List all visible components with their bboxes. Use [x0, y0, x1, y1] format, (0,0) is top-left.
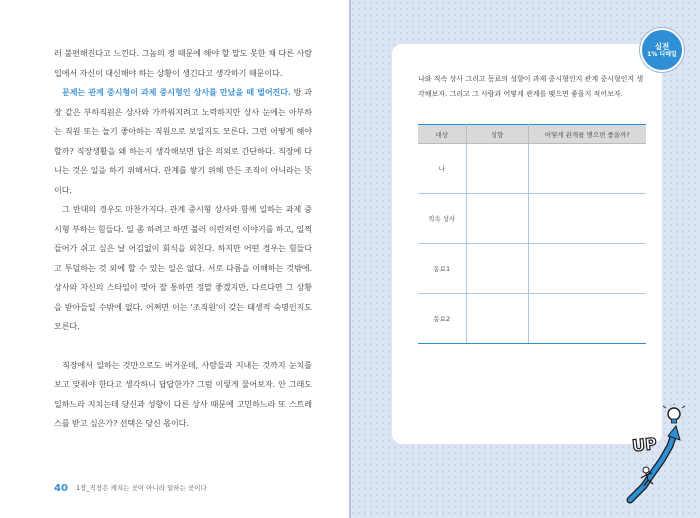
paragraph-2 — [54, 83, 312, 200]
approach-cell[interactable] — [528, 194, 646, 244]
table-row — [418, 244, 646, 294]
approach-cell[interactable] — [528, 244, 646, 294]
row-subject: 동료1 — [418, 244, 466, 294]
header-subject: 대상 — [418, 125, 466, 144]
approach-cell[interactable] — [528, 144, 646, 194]
paragraph-4: 직장에서 일하는 것만으로도 버거운데, 사람들과 지내는 것까지 눈치를 보고 맞춰야 한다고 생각하니 답답한가? 그럼 이렇게 물어보자. 안 그래도 일하느라 지치는데 당신과 성향이 다른 상사 때문에 고민하느라 또 스트레스를 받고 싶은가? 선택은 당신 몫이다. — [54, 359, 312, 428]
body-text — [54, 44, 312, 434]
highlight-sentence: 문제는 관계 중시형이 과제 중시형인 상사를 만났을 때 벌어진다. — [62, 87, 291, 97]
up-label: UP — [631, 433, 658, 456]
worksheet-instruction: 나와 직속 상사 그리고 동료의 성향이 과제 중시형인지 관계 중시형인지 생각해보자. 그리고 그 사람과 어떻게 관계를 맺으면 좋을지 적어보자. — [418, 75, 644, 98]
approach-cell[interactable] — [528, 294, 646, 344]
page-footer — [54, 483, 207, 494]
badge-line-2: 1% 디테일 — [647, 50, 677, 58]
badge-line-1: 실전 — [654, 41, 670, 51]
paragraph-2-rest: 방 과장 같은 부하직원은 상사와 가까워지려고 노력하지만 상사 눈에는 아부하는 직원 또는 놀기 좋아하는 직원으로 보일지도 모른다. 그런 어떻게 해야 할까? 직장생활을 왜 하는지 생각해보면 답은 의외로 간단하다. 직장에 다니는 것은 일을 하기 위해서다. 관계를 쌓기 위해 만든 조직이 아니라는 뜻이다. — [54, 87, 312, 195]
lightbulb-icon — [663, 404, 685, 423]
up-arrow-illustration — [626, 404, 692, 504]
tendency-cell[interactable] — [466, 244, 528, 294]
header-approach: 어떻게 관계를 맺으면 좋을까? — [528, 125, 646, 144]
row-subject: 나 — [418, 144, 466, 194]
paragraph-3: 그 반대의 경우도 마찬가지다. 관계 중시형 상사와 함께 일하는 과제 중시형 부하는 힘들다. 일 좀 하려고 하면 불러 이런저런 이야기를 하고, 일찍 들어가 쉬고 싶은 날 어김없이 회식을 외친다. 하지만 어떤 경우는 힘들다고 투덜하는 것 외에 할 수 있는 일은 없다. 서로 다름을 이해하는 것밖에. 상사와 자신의 스타일이 맞아 잘 통하면 정말 좋겠지만, 다르다면 그 상황을 받아들일 수밖에 없다. 어쩌면 이는 '조직원'이 갖는 태생적 숙명인지도 모른다. — [54, 204, 312, 331]
row-subject: 동료2 — [418, 294, 466, 344]
tendency-cell[interactable] — [466, 294, 528, 344]
table-row — [418, 294, 646, 344]
book-spine — [349, 0, 351, 518]
worksheet-table — [418, 124, 646, 344]
table-header-row — [418, 125, 646, 144]
chapter-title: 1장_직장은 캐치는 곳이 아니라 일하는 곳이다 — [76, 484, 207, 492]
row-subject: 직속 상사 — [418, 194, 466, 244]
tendency-cell[interactable] — [466, 194, 528, 244]
header-tendency: 성향 — [466, 125, 528, 144]
tendency-cell[interactable] — [466, 144, 528, 194]
table-row — [418, 194, 646, 244]
detail-badge — [640, 28, 684, 72]
page-number: 40 — [54, 483, 68, 494]
table-row — [418, 144, 646, 194]
paragraph-1: 러 불편해진다고 느낀다. 그놈의 정 때문에 해야 할 말도 못한 채 다른 사람 입에서 자신이 대신해야 하는 상황이 생긴다고 생각하기 때문이다. — [54, 48, 312, 78]
